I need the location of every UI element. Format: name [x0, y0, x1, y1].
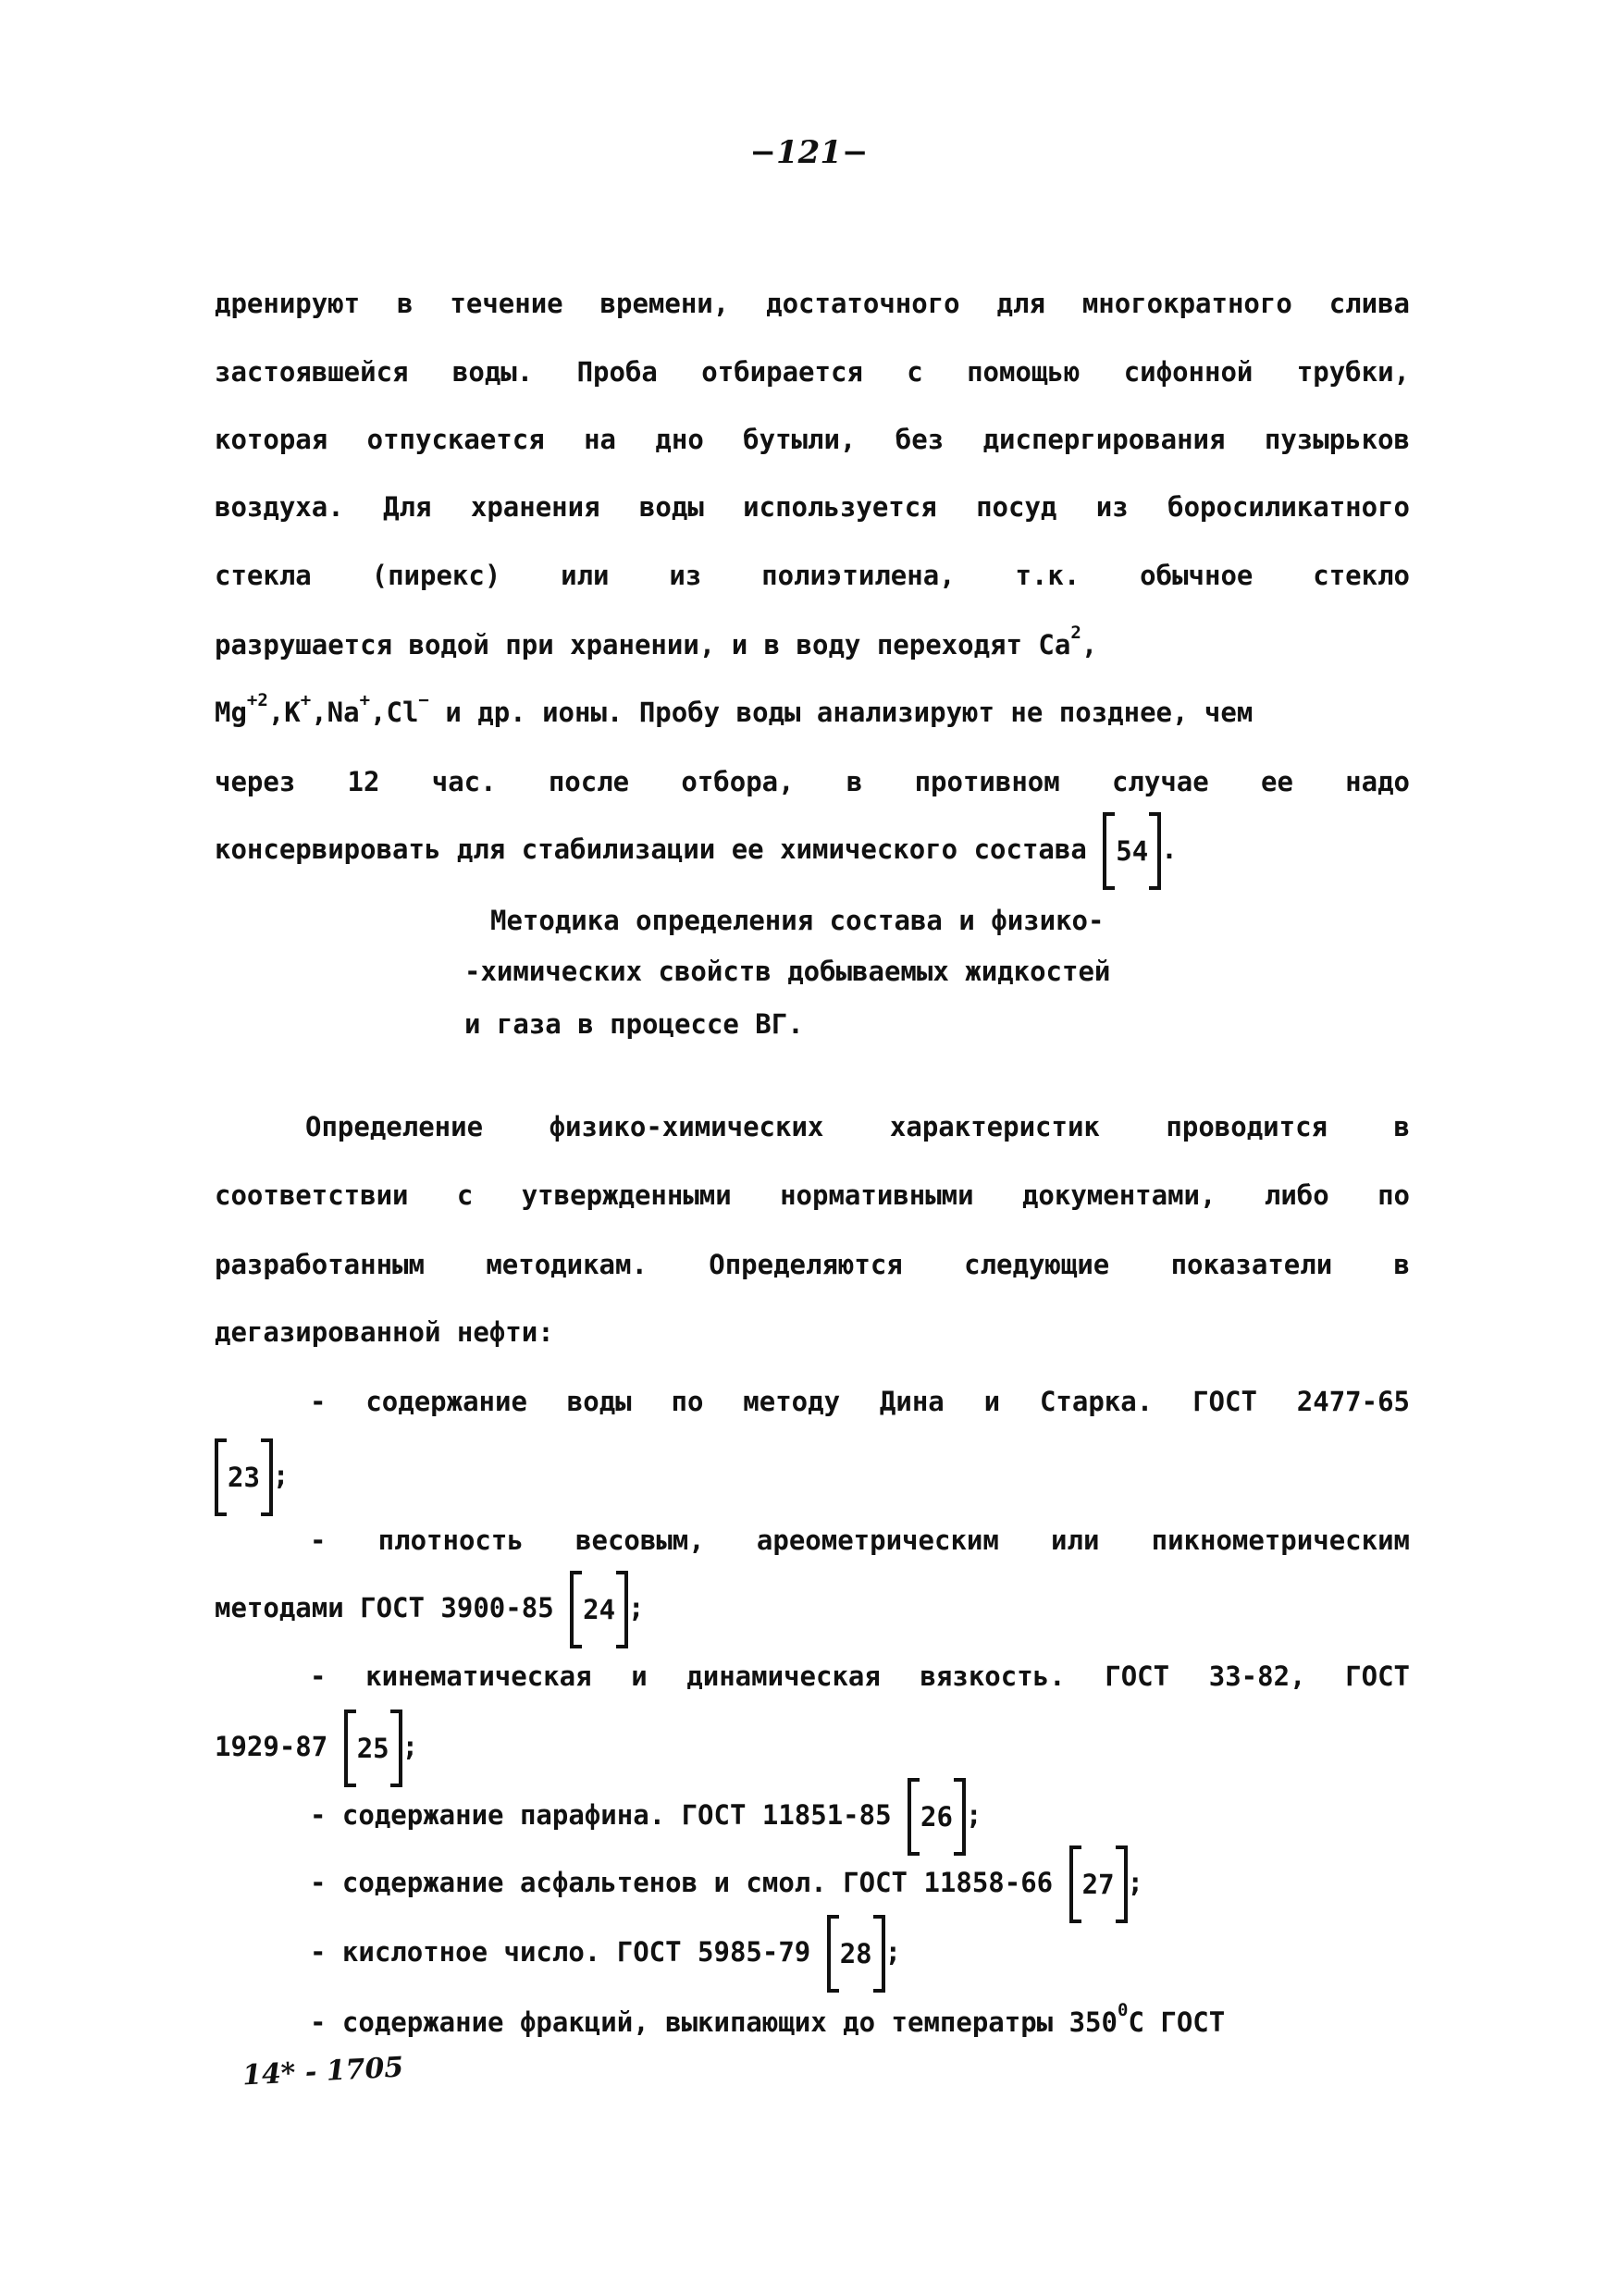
superscript: +2 [246, 690, 268, 711]
line-text: ; [401, 1731, 419, 1762]
citation-reference: 26 [908, 1798, 966, 1835]
line-text: ; [1127, 1867, 1143, 1898]
list-item-line [215, 1589, 1410, 1628]
paragraph-line: соответствии с утвержденными нормативными документами, либо по [215, 1179, 1410, 1211]
citation-reference: 28 [827, 1935, 885, 1972]
superscript: + [359, 690, 371, 711]
line-text: консервировать для стабилизации ее химического состава [215, 833, 1087, 865]
list-item-line [310, 1933, 1410, 1972]
list-item-line: - кинематическая и динамическая вязкость. ГОСТ 33-82, ГОСТ [310, 1660, 1410, 1692]
line-text: ; [272, 1460, 290, 1491]
paragraph-line: через 12 час. после отбора, в противном случае ее надо [215, 766, 1410, 797]
line-text: ; [965, 1799, 982, 1831]
citation-reference: 23 [215, 1459, 273, 1496]
line-text: - содержание фракций, выкипающих до температры 350 [310, 2006, 1118, 2038]
citation-reference: 24 [570, 1591, 628, 1628]
paragraph-line: разработанным методикам. Определяются следующие показатели в [215, 1249, 1410, 1280]
paragraph-line-with-ref [215, 831, 1410, 870]
ion-na: ,Na [311, 697, 360, 728]
paragraph-line: которая отпускается на дно бутыли, без диспергирования пузырьков [215, 424, 1410, 455]
citation-reference: 25 [344, 1730, 402, 1767]
line-text: , [1081, 629, 1098, 660]
superscript: 0 [1117, 2000, 1129, 2021]
citation-reference: 27 [1069, 1866, 1128, 1903]
line-text: С ГОСТ [1128, 2006, 1226, 2038]
list-item-line [310, 2000, 1410, 2041]
paragraph-line: Определение физико-химических характеристик проводится в [305, 1111, 1410, 1142]
citation-reference: 54 [1103, 833, 1161, 870]
list-item-line [215, 1457, 1410, 1496]
section-heading-line: -химических свойств добываемых жидкостей [464, 956, 1111, 987]
line-text: и др. ионы. Пробу воды анализируют не позднее, чем [428, 697, 1254, 728]
line-text: ; [884, 1936, 902, 1968]
list-item-line: - содержание воды по методу Дина и Старка. ГОСТ 2477-65 [310, 1386, 1410, 1417]
list-item-line [310, 1796, 1410, 1835]
line-text: разрушается водой при хранении, и в воду переходят Ca [215, 629, 1071, 660]
ion-mg: Mg [215, 697, 247, 728]
line-text: - содержание асфальтенов и смол. ГОСТ 11858-66 [310, 1867, 1054, 1898]
superscript: + [300, 690, 312, 711]
superscript: − [418, 690, 429, 711]
line-text: методами ГОСТ 3900-85 [215, 1592, 554, 1623]
paragraph-line-ions [215, 623, 1410, 663]
line-text: - содержание парафина. ГОСТ 11851-85 [310, 1799, 892, 1831]
paragraph-line-ions [215, 690, 1410, 731]
ion-cl: ,Cl [370, 697, 419, 728]
list-item-line [215, 1728, 1410, 1767]
line-text: ; [628, 1592, 645, 1623]
superscript: 2 [1070, 623, 1081, 644]
line-text: - кислотное число. ГОСТ 5985-79 [310, 1936, 811, 1968]
paragraph-line: застоявшейся воды. Проба отбирается с помощью сифонной трубки, [215, 356, 1410, 388]
list-item-line: - плотность весовым, ареометрическим или пикнометрическим [310, 1524, 1410, 1556]
paragraph-line: дегазированной нефти: [215, 1316, 554, 1348]
paragraph-line: дренируют в течение времени, достаточного для многократного слива [215, 288, 1410, 319]
list-item-line [310, 1864, 1410, 1903]
section-heading-line: и газа в процессе ВГ. [464, 1008, 804, 1040]
line-text: . [1161, 833, 1178, 865]
paragraph-line: воздуха. Для хранения воды используется посуд из боросиликатного [215, 491, 1410, 523]
line-text: 1929-87 [215, 1731, 328, 1762]
page-number: −121− [749, 134, 869, 171]
handwritten-note: 14* - 1705 [241, 2051, 405, 2092]
paragraph-line: стекла (пирекс) или из полиэтилена, т.к. обычное стекло [215, 560, 1410, 591]
section-heading-line: Методика определения состава и физико- [490, 905, 1105, 936]
ion-k: ,K [267, 697, 301, 728]
